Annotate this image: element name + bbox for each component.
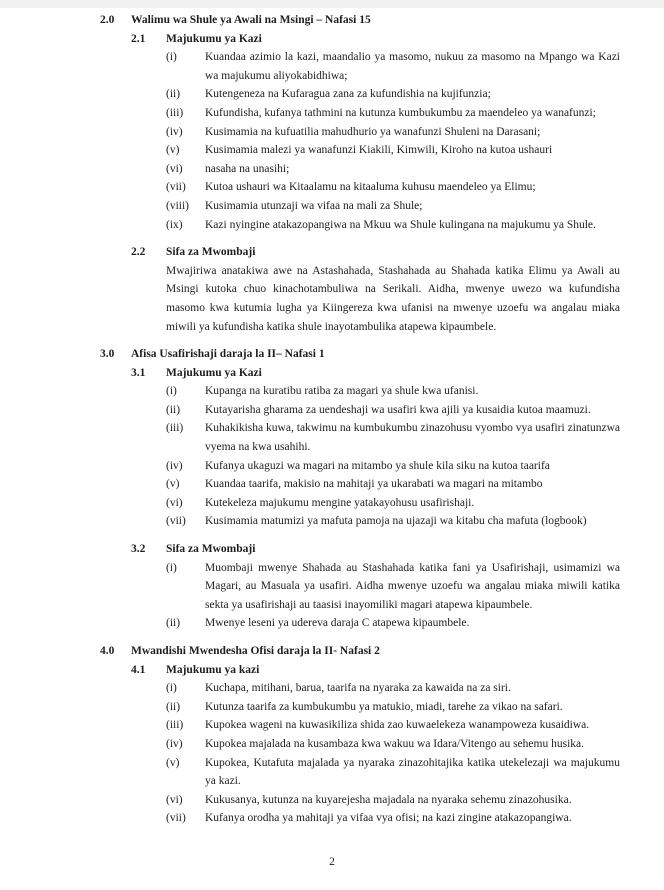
list-item-number: (i): [166, 51, 177, 64]
document-page: [100, 11, 620, 828]
list-item-text: Kutunza taarifa za kumbukumbu ya matukio, miadi, tarehe za vikao na safari.: [205, 700, 563, 713]
list-item-number: (i): [166, 682, 177, 695]
list-item: [166, 559, 620, 615]
list-item-number: (vi): [166, 496, 183, 509]
subsection: [131, 364, 620, 531]
list-item: [166, 614, 620, 633]
list-item-text: Kufundisha, kufanya tathmini na kutunza kumbukumbu za maendeleo ya wanafunzi;: [205, 106, 596, 119]
subsection-number: 3.1: [131, 366, 146, 379]
section-heading: [100, 642, 620, 661]
list-item: [166, 85, 620, 104]
list-item-number: (v): [166, 144, 180, 157]
list-item: [166, 178, 620, 197]
list-item-number: (ii): [166, 617, 181, 630]
list-item-number: (ix): [166, 218, 183, 231]
list-item-text: Kuandaa azimio la kazi, maandalio ya masomo, nukuu za masomo na Mpango wa Kazi wa majukumu aliyokabidhiwa;: [205, 51, 620, 82]
list-item-text: Muombaji mwenye Shahada au Stashahada katika fani ya Usafirishaji, usimamizi wa Magari, au Masuala ya usafiri. Aidha mwenye uzoefu wa angalau miaka miwili katika sekta ya usafirishaji au taasisi inayomiliki magari atapewa kipaumbele.: [205, 561, 620, 611]
list-item-text: Kufanya ukaguzi wa magari na mitambo ya shule kila siku na kutoa taarifa: [205, 459, 550, 472]
list-item-text: Kuhakikisha kuwa, takwimu na kumbukumbu zinazohusu vyombo vya usafiri zinatunzwa vyema na kwa usahihi.: [205, 422, 620, 454]
list-item-number: (vi): [166, 793, 183, 806]
subsection: [131, 540, 620, 633]
section-number: 3.0: [100, 348, 115, 361]
list-item: [166, 104, 620, 123]
list-item: [166, 401, 620, 420]
subsection-heading: [131, 364, 620, 383]
list-item: [166, 716, 620, 735]
section-heading: [100, 345, 620, 364]
list-item: [166, 754, 620, 791]
list-item-number: (ii): [166, 403, 181, 416]
page-top-margin: [0, 0, 664, 8]
list-item: [166, 698, 620, 717]
subsection-heading: [131, 540, 620, 559]
list-item-text: Kusimamia utunzaji wa vifaa na mali za Shule;: [205, 199, 423, 212]
subsection: [131, 661, 620, 828]
list-item: [166, 123, 620, 142]
subsection-title: Majukumu ya kazi: [166, 663, 260, 676]
subsection-title: Sifa za Mwombaji: [166, 543, 256, 556]
list-item-number: (iii): [166, 719, 184, 732]
subsection-number: 3.2: [131, 543, 146, 556]
list-item-text: Kuchapa, mitihani, barua, taarifa na nyaraka za kawaida na za siri.: [205, 682, 511, 695]
list-item: [166, 475, 620, 494]
list-item-text: Kupanga na kuratibu ratiba za magari ya shule kwa ufanisi.: [205, 385, 479, 398]
section: [100, 345, 620, 633]
section-title: Walimu wa Shule ya Awali na Msingi – Nafasi 15: [131, 14, 371, 26]
list-item-number: (iii): [166, 422, 184, 435]
subsection: [131, 30, 620, 235]
list-item: [166, 141, 620, 160]
list-item-text: Kutekeleza majukumu mengine yatakayohusu usafirishaji.: [205, 496, 475, 509]
list-item-number: (viii): [166, 199, 189, 212]
list-item-number: (vii): [166, 181, 186, 194]
list-item-text: Kutengeneza na Kufaragua zana za kufundishia na kujifunzia;: [205, 88, 491, 101]
page-number: 2: [329, 855, 335, 868]
list-item-number: (i): [166, 385, 177, 398]
list-item-text: Mwenye leseni ya udereva daraja C atapewa kipaumbele.: [205, 617, 470, 630]
list-item-text: Kutayarisha gharama za uendeshaji wa usafiri kwa ajili ya kusaidia kutoa maamuzi.: [205, 403, 591, 416]
section-title: Afisa Usafirishaji daraja la II– Nafasi 1: [131, 348, 325, 361]
subsection-heading: [131, 661, 620, 680]
list-item-number: (ii): [166, 88, 181, 101]
list-item: [166, 382, 620, 401]
list-item-text: Kupokea wageni na kuwasikiliza shida zao kuwaelekeza wanampoweza kusaidiwa.: [205, 719, 590, 732]
section-heading: [100, 11, 620, 30]
list-item: [166, 216, 620, 235]
list-item-text: Kusimamia na kufuatilia mahudhurio ya wanafunzi Shuleni na Darasani;: [205, 125, 541, 138]
section: [100, 11, 620, 336]
list-item: [166, 419, 620, 456]
list-item-text: Kufanya orodha ya mahitaji ya vifaa vya ofisi; na kazi zingine atakazopangiwa.: [205, 812, 572, 825]
list-item: [166, 735, 620, 754]
list-item: [166, 679, 620, 698]
list-item-number: (iv): [166, 125, 183, 138]
paragraph: Mwajiriwa anatakiwa awe na Astashahada, Stashahada au Shahada katika Elimu ya Awali au Msingi kutoka chuo kinachotambuliwa na Serikali. Aidha, mwenye uwezo wa kufundisha masomo kwa kutumia lugha ya Kiingereza kwa ufanisi na mwenye uzoefu wa angalau miaka miwili ya kufundisha katika shule inayotambulika atapewa kipaumbele.: [166, 264, 620, 333]
list-item: [166, 791, 620, 810]
list-item-number: (v): [166, 756, 180, 769]
subsection-number: 2.2: [131, 246, 146, 259]
subsection-heading: [131, 30, 620, 49]
list-item-text: Kusimamia malezi ya wanafunzi Kiakili, Kimwili, Kiroho na kutoa ushauri: [205, 144, 553, 157]
list-item-text: Kupokea majalada na kusambaza kwa wakuu wa Idara/Vitengo au sehemu husika.: [205, 737, 584, 750]
subsection-number: 4.1: [131, 663, 146, 676]
list-item-number: (iv): [166, 459, 183, 472]
list-item-text: Kukusanya, kutunza na kuyarejesha majadala na nyaraka sehemu zinazohusika.: [205, 793, 572, 806]
list-item: [166, 494, 620, 513]
subsection: [131, 243, 620, 336]
subsection-heading: [131, 243, 620, 262]
section-number: 2.0: [100, 14, 115, 26]
list-item-number: (iv): [166, 737, 183, 750]
subsection-number: 2.1: [131, 32, 146, 45]
list-item: [166, 48, 620, 85]
section: [100, 642, 620, 828]
list-item: [166, 809, 620, 828]
list-item-number: (v): [166, 478, 180, 491]
list-item-text: Kuandaa taarifa, makisio na mahitaji ya ukarabati wa magari na mitambo: [205, 478, 543, 491]
subsection-title: Sifa za Mwombaji: [166, 246, 256, 259]
list-item-text: Kupokea, Kutafuta majalada ya nyaraka zinazohitajika katika utekelezaji wa majukumu ya kazi.: [205, 756, 620, 788]
list-item-number: (vii): [166, 515, 186, 528]
subsection-title: Majukumu ya Kazi: [166, 366, 262, 379]
list-item-number: (iii): [166, 106, 184, 119]
list-item-number: (vii): [166, 812, 186, 825]
list-item-number: (vi): [166, 162, 183, 175]
subsection-title: Majukumu ya Kazi: [166, 32, 262, 45]
list-item-text: Kutoa ushauri wa Kitaalamu na kitaaluma kuhusu maendeleo ya Elimu;: [205, 181, 536, 194]
list-item: [166, 197, 620, 216]
list-item-text: Kazi nyingine atakazopangiwa na Mkuu wa Shule kulingana na majukumu ya Shule.: [205, 218, 596, 231]
section-number: 4.0: [100, 645, 115, 657]
list-item-text: Kusimamia matumizi ya mafuta pamoja na ujazaji wa kitabu cha mafuta (logbook): [205, 515, 587, 528]
list-item-number: (i): [166, 561, 177, 574]
list-item: [166, 160, 620, 179]
section-title: Mwandishi Mwendesha Ofisi daraja la II- Nafasi 2: [131, 645, 380, 657]
list-item-number: (ii): [166, 700, 181, 713]
list-item-text: nasaha na unasihi;: [205, 162, 290, 175]
list-item: [166, 512, 620, 531]
list-item: [166, 457, 620, 476]
